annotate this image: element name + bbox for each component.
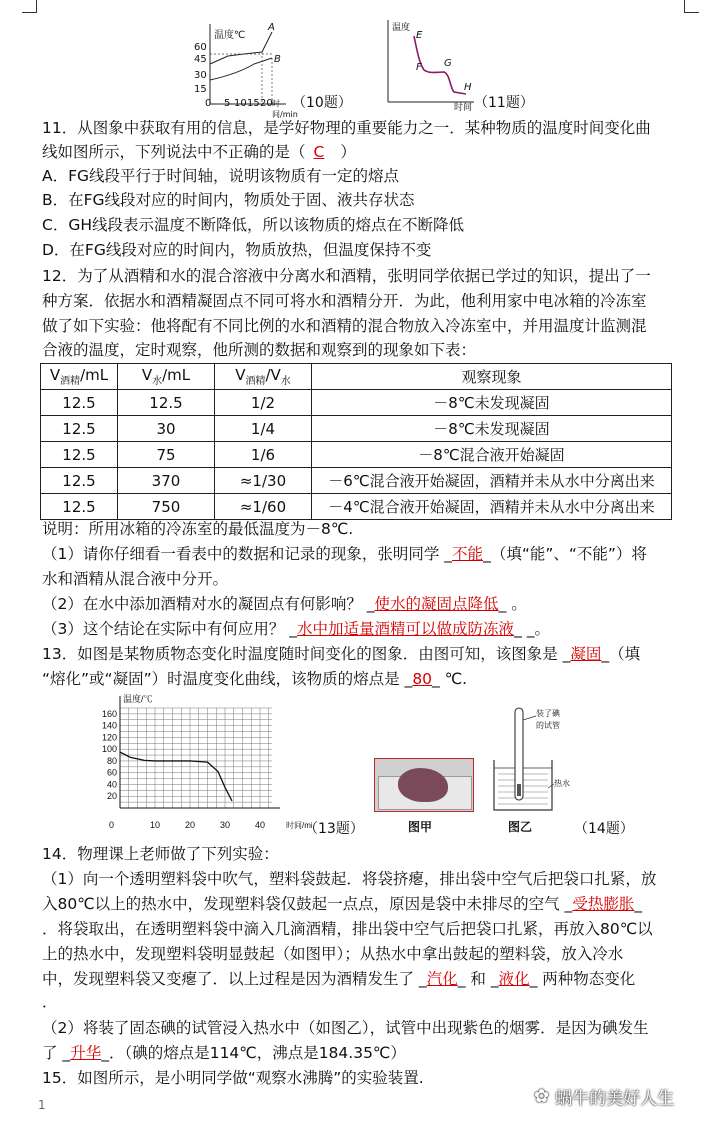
figure-10 bbox=[188, 18, 298, 119]
fig10-xtick: 20 bbox=[260, 98, 273, 109]
fig14-label-jia: 图甲 bbox=[408, 820, 433, 834]
photo-border bbox=[374, 758, 474, 812]
fig11-point-g: G bbox=[444, 58, 452, 69]
table-cell: 12.5 bbox=[41, 442, 118, 468]
table-cell: －4℃混合液开始凝固，酒精并未从水中分离出来 bbox=[312, 494, 672, 520]
table-cell: 1/4 bbox=[215, 416, 312, 442]
hot-water-label: 热水 bbox=[554, 779, 570, 788]
q12-part3-answer: 水中加适量酒精可以做成防冻液 bbox=[297, 620, 515, 638]
table-cell: －8℃未发现凝固 bbox=[312, 416, 672, 442]
fig10-xtick: 0 bbox=[205, 98, 212, 109]
table-cell: 750 bbox=[118, 494, 215, 520]
crop-mark-top-right bbox=[684, 0, 699, 13]
table-cell: 12.5 bbox=[41, 390, 118, 416]
y-tick-label: 160 bbox=[101, 708, 117, 719]
q12-part2-answer: 使水的凝固点降低 bbox=[374, 595, 499, 613]
fig11-ylabel: 温度 bbox=[392, 23, 411, 33]
col-header-observation: 观察现象 bbox=[312, 364, 672, 390]
watermark bbox=[534, 1084, 674, 1109]
q13-line-2: “熔化”或“凝固”）时温度变化曲线，该物质的熔点是 _80_ ℃. bbox=[42, 670, 468, 688]
fig10-caption: （10题） bbox=[292, 95, 352, 111]
fig11-point-h: H bbox=[464, 82, 472, 93]
q14-answer-4: 升华 bbox=[70, 1044, 102, 1062]
q14-line-1: 14．物理课上老师做了下列实验： bbox=[42, 845, 279, 863]
fig10-ytick: 45 bbox=[194, 54, 207, 65]
table-row bbox=[41, 416, 672, 442]
table-cell: 12.5 bbox=[41, 468, 118, 494]
q11-option-b: B．在FG线段对应的时间内，物质处于固、液共存状态 bbox=[42, 191, 415, 209]
x-tick-label: 10 bbox=[149, 820, 161, 830]
x-tick-label: 20 bbox=[184, 820, 196, 830]
table-cell: 370 bbox=[118, 468, 215, 494]
col-header-alcohol-volume: $V_{酒精}/mL$ bbox=[41, 364, 118, 390]
q11-stem-1: 11．从图象中获取有用的信息，是学好物理的重要能力之一．某种物质的温度时间变化曲 bbox=[42, 119, 651, 137]
table-cell: 12.5 bbox=[41, 416, 118, 442]
q15-line-1: 15．如图所示，是小明同学做“观察水沸腾”的实验装置. bbox=[42, 1069, 424, 1087]
q14-line-8: （2）将装了固态碘的试管浸入热水中（如图乙），试管中出现紫色的烟雾．是因为碘发生 bbox=[42, 1019, 649, 1037]
q14-answer-2: 汽化 bbox=[426, 970, 458, 988]
fig11-caption: （11题） bbox=[474, 95, 534, 111]
q11-stem-2a: 线如图所示，下列说法中不正确的是（ bbox=[42, 143, 306, 161]
q12-part2: （2）在水中添加酒精对水的凝固点有何影响？ _使水的凝固点降低_ 。 bbox=[42, 595, 527, 613]
tube-label-2: 的试管 bbox=[536, 721, 560, 730]
q14-line-7: ． bbox=[42, 993, 58, 1011]
q12-part1: （1）请你仔细看一看表中的数据和记录的现象，张明同学 _不能_（填“能”、“不能”）将 bbox=[42, 545, 647, 563]
watermark-text: 蜗牛的美好人生 bbox=[555, 1089, 675, 1109]
table-cell: 1/2 bbox=[215, 390, 312, 416]
table-cell: 75 bbox=[118, 442, 215, 468]
table-row bbox=[41, 390, 672, 416]
q13-answer-2: 80 bbox=[412, 670, 433, 688]
fig10-point-a: A bbox=[268, 22, 275, 33]
table-row bbox=[41, 468, 672, 494]
q11-option-d: D．在FG线段对应的时间内，物质放热，但温度保持不变 bbox=[42, 241, 432, 259]
fig11-xlabel: 时间 bbox=[454, 103, 473, 113]
y-tick-label: 60 bbox=[106, 767, 117, 778]
y-tick-label: 100 bbox=[101, 744, 117, 755]
fig10-ytick: 60 bbox=[194, 42, 207, 53]
q12-part1-answer: 不能 bbox=[452, 545, 484, 563]
figure-11 bbox=[380, 16, 476, 113]
x-tick-label: 30 bbox=[219, 820, 231, 830]
table-cell: 1/6 bbox=[215, 442, 312, 468]
fig10-ytick: 15 bbox=[194, 84, 207, 95]
q14-line-6: 中，发现塑料袋又变瘪了．以上过程是因为酒精发生了 _汽化_ 和 _液化_ 两种物态变化 bbox=[42, 970, 636, 988]
fig10-ylabel: 温度℃ bbox=[214, 30, 246, 41]
q11-stem-2 bbox=[42, 140, 356, 164]
q12-part3: （3）这个结论在实际中有何应用？ _水中加适量酒精可以做成防冻液_ _。 bbox=[42, 620, 550, 638]
fig14-label-yi: 图乙 bbox=[508, 820, 533, 834]
table-cell: ≈1/30 bbox=[215, 468, 312, 494]
q14-line-2: （1）向一个透明塑料袋中吹气，塑料袋鼓起．将袋挤瘪，排出袋中空气后把袋口扎紧，放 bbox=[42, 870, 657, 888]
q14-answer-1: 受热膨胀 bbox=[572, 895, 635, 913]
q11-option-c: C．GH线段表示温度不断降低，所以该物质的熔点在不断降低 bbox=[42, 216, 464, 234]
fig11-point-f: F bbox=[416, 62, 422, 73]
y-tick-label: 120 bbox=[101, 732, 117, 743]
crop-mark-top-left bbox=[22, 0, 37, 13]
table-cell: 12.5 bbox=[118, 390, 215, 416]
cooling-curve-line bbox=[120, 752, 232, 801]
col-header-water-volume: $V_水/mL$ bbox=[118, 364, 215, 390]
fig10-point-b: B bbox=[274, 54, 281, 65]
tube-label-1: 装了碘 bbox=[536, 709, 560, 718]
q14-answer-3: 液化 bbox=[498, 970, 530, 988]
q14-line-9: 了 _升华_．（碘的熔点是114℃，沸点是184.35℃） bbox=[42, 1044, 406, 1062]
figure-14-jia-photo bbox=[374, 758, 474, 812]
q12-stem-1: 12．为了从酒精和水的混合溶液中分离水和酒精，张明同学依据已学过的知识，提出了一 bbox=[42, 267, 651, 285]
figure-13-chart bbox=[92, 692, 312, 838]
q11-stem-2b: ） bbox=[340, 143, 356, 161]
fig10-xtick: 5 bbox=[224, 98, 231, 109]
q11-option-a: A．FG线段平行于时间轴，说明该物质有一定的熔点 bbox=[42, 167, 400, 185]
fig10-ytick: 30 bbox=[194, 70, 207, 81]
table-cell: ≈1/60 bbox=[215, 494, 312, 520]
q13-line-1: 13．如图是某物质物态变化时温度随时间变化的图象．由图可知，该图象是 _凝固_（填 bbox=[42, 645, 641, 663]
y-tick-label: 80 bbox=[106, 755, 117, 766]
q12-note: 说明：所用冰箱的冷冻室的最低温度为－8℃. bbox=[42, 520, 354, 538]
table-cell: －6℃混合液开始凝固，酒精并未从水中分离出来 bbox=[312, 468, 672, 494]
q13-answer-1: 凝固 bbox=[570, 645, 602, 663]
table-cell: 12.5 bbox=[41, 494, 118, 520]
fig10-xlabel: 时间/min bbox=[272, 99, 298, 119]
fig10-xtick: 15 bbox=[247, 98, 260, 109]
table-row bbox=[41, 442, 672, 468]
origin-label: 0 bbox=[108, 820, 114, 830]
x-tick-label: 40 bbox=[254, 820, 266, 830]
fig14-caption: （14题） bbox=[574, 821, 634, 837]
q14-line-3: 入80℃以上的热水中，发现塑料袋仅鼓起一点点，原因是袋中未排尽的空气 _受热膨胀_ bbox=[42, 895, 643, 913]
y-axis-label: 温度/℃ bbox=[123, 694, 153, 704]
q12-stem-2: 种方案．依据水和酒精凝固点不同可将水和酒精分开．为此，他利用家中电冰箱的冷冻室 bbox=[42, 292, 647, 310]
q14-line-5: 上的热水中，发现塑料袋明显鼓起（如图甲）；从热水中拿出鼓起的塑料袋，放入冷水 bbox=[42, 945, 624, 963]
q14-line-4: ．将袋取出，在透明塑料袋中滴入几滴酒精，排出袋中空气后把袋口扎紧，再放入80℃以 bbox=[42, 920, 653, 938]
x-axis-label: 时间/m bbox=[286, 821, 311, 830]
fig10-xtick: 10 bbox=[234, 98, 247, 109]
col-header-ratio: $V_{酒精}/V_水$ bbox=[215, 364, 312, 390]
q11-answer: C bbox=[313, 143, 325, 161]
q12-part1-cont: 水和酒精从混合液中分开。 bbox=[42, 570, 229, 588]
fig11-point-e: E bbox=[416, 30, 423, 41]
wechat-icon: ✿ bbox=[534, 1086, 550, 1107]
cooling-curve-chart bbox=[92, 692, 312, 838]
q12-data-table bbox=[40, 363, 672, 520]
page-number: 1 bbox=[38, 1098, 46, 1112]
q12-stem-4: 合液的温度，定时观察，他所测的数据和观察到的现象如下表： bbox=[42, 341, 477, 359]
y-tick-label: 20 bbox=[106, 791, 117, 802]
table-header-row bbox=[41, 364, 672, 390]
fig13-caption: （13题） bbox=[304, 821, 364, 837]
figure-14-yi bbox=[488, 706, 578, 814]
table-cell: 30 bbox=[118, 416, 215, 442]
table-row bbox=[41, 494, 672, 520]
table-cell: －8℃未发现凝固 bbox=[312, 390, 672, 416]
y-tick-label: 40 bbox=[106, 779, 117, 790]
y-tick-label: 140 bbox=[101, 720, 117, 731]
q12-stem-3: 做了如下实验：他将配有不同比例的水和酒精的混合物放入冷冻室中，并用温度计监测混 bbox=[42, 317, 647, 335]
table-cell: －8℃混合液开始凝固 bbox=[312, 442, 672, 468]
